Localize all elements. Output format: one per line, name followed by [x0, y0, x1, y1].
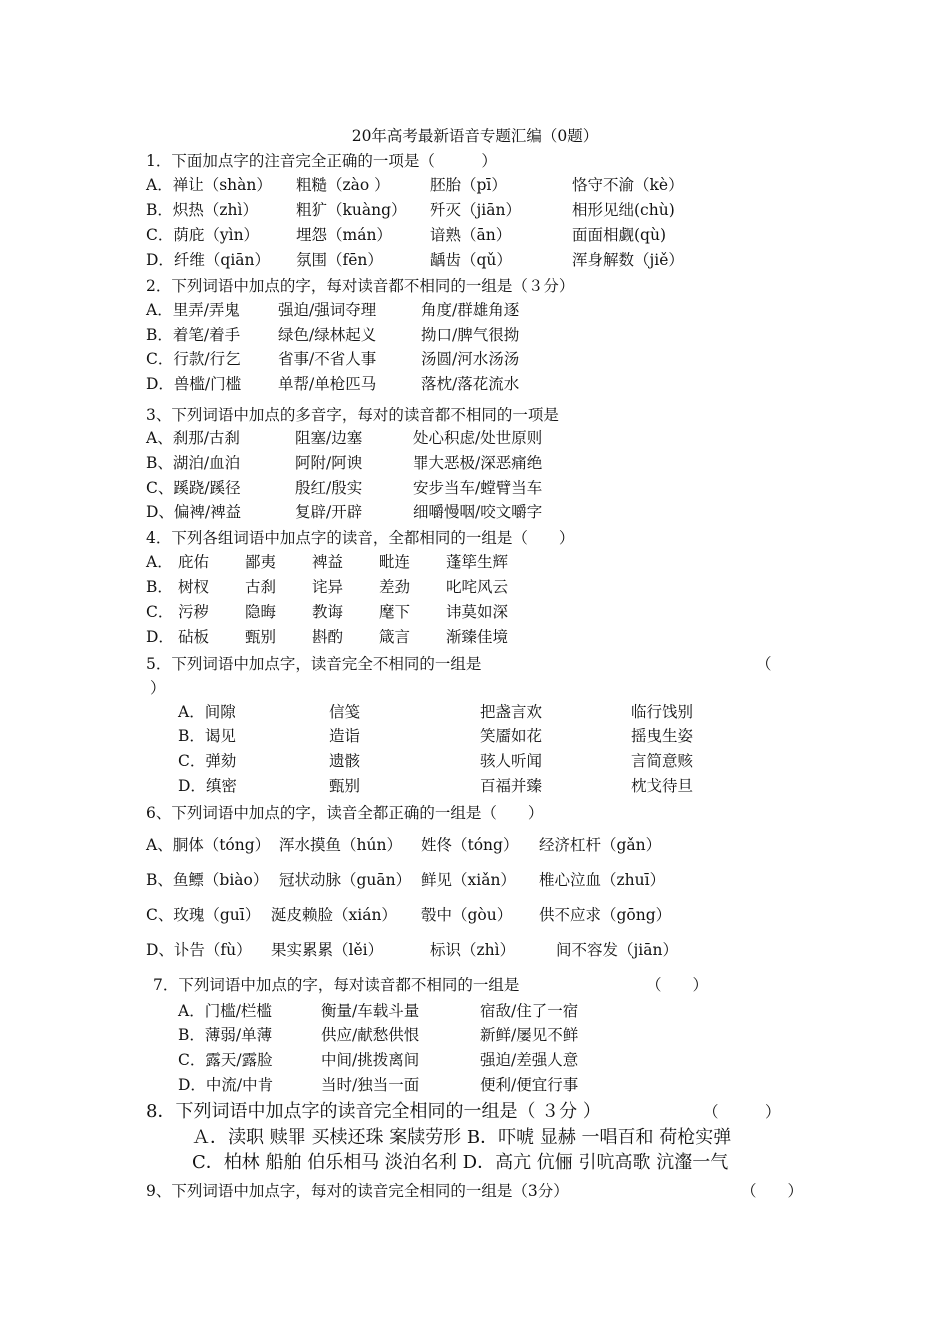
option-text: 粗糙（zào ） [296, 176, 390, 194]
option-text: 果实累累（lěi） [271, 941, 384, 959]
option-text: 叱咤风云 [446, 578, 509, 596]
option-text: 安步当车/螳臂当车 [413, 479, 543, 497]
option-letter: D． [146, 628, 174, 646]
option-text: 甄别 [329, 777, 361, 795]
question-stem: 6、下列词语中加点的字，读音全都正确的一组是（ ） [146, 804, 544, 822]
option-text: 标识（zhì） [430, 941, 516, 959]
option-text: 教诲 [312, 603, 344, 621]
option-text: 笑靥如花 [480, 727, 543, 745]
option-text: B．着笔/着手 [146, 326, 241, 344]
option-text: 鲜见（xiǎn） [421, 871, 516, 889]
option-text: 埋怨（mán） [296, 226, 392, 244]
option-text: 衡量/车载斗量 [321, 1002, 420, 1020]
page-title: 20年高考最新语音专题汇编（0题） [351, 127, 599, 145]
option-text: 言简意赅 [631, 752, 694, 770]
option-text: 谙熟（ān） [430, 226, 512, 244]
option-text: 讳莫如深 [446, 603, 509, 621]
option-text: A．禅让（shàn） [146, 176, 272, 194]
option-text: 粗犷（kuàng） [296, 201, 407, 219]
option-text: 涎皮赖脸（xián） [271, 906, 397, 924]
option-text: 枕戈待旦 [631, 777, 694, 795]
option-text: A．门槛/栏槛 [178, 1002, 272, 1020]
answer-paren: （ ） [646, 976, 709, 994]
option-text: 浑水摸鱼（hún） [279, 836, 402, 854]
option-text: 经济杠杆（gǎn） [539, 836, 662, 854]
option-text: D．中流/中肯 [178, 1076, 274, 1094]
question-stem: 4．下列各组词语中加点字的读音，全都相同的一组是（ ） [146, 529, 575, 547]
option-text: 箴言 [379, 628, 411, 646]
option-text: 砧板 [178, 628, 210, 646]
option-text: 角度/群雄角逐 [421, 301, 520, 319]
answer-paren: （ ） [741, 1182, 804, 1200]
option-text: D．兽槛/门槛 [146, 375, 242, 393]
option-text: 隐晦 [245, 603, 277, 621]
option-text: 诧异 [312, 578, 344, 596]
option-text: 斟酌 [312, 628, 344, 646]
option-letter: B． [146, 578, 173, 596]
answer-paren: （ ） [703, 1103, 781, 1121]
option-text: D、偏裨/裨益 [146, 503, 242, 521]
option-text: 甄别 [245, 628, 277, 646]
option-text: 间不容发（jiān） [556, 941, 678, 959]
option-text: 古刹 [245, 578, 277, 596]
option-text: B．谒见 [178, 727, 236, 745]
option-text: 阻塞/边塞 [295, 429, 363, 447]
option-text: C．荫庇（yìn） [146, 226, 260, 244]
question-stem: 2．下列词语中加点的字，每对读音都不相同的一组是（３分） [146, 277, 575, 295]
option-text: 百福并臻 [480, 777, 543, 795]
option-text: 落枕/落花流水 [421, 375, 520, 393]
option-text: 省事/不省人事 [278, 350, 377, 368]
question-stem: 5．下列词语中加点字，读音完全不相同的一组是 [146, 655, 482, 673]
option-text: 供应/献愁供恨 [321, 1026, 420, 1044]
option-text: 胚胎（pī） [430, 176, 507, 194]
question-stem: 7．下列词语中加点的字，每对读音都不相同的一组是 [153, 976, 520, 994]
option-text: 宿敌/住了一宿 [480, 1002, 579, 1020]
option-text: 当时/独当一面 [321, 1076, 420, 1094]
option-text: 渐臻佳境 [446, 628, 509, 646]
option-text: 便利/便宜行事 [480, 1076, 579, 1094]
option-text: 临行饯别 [631, 703, 694, 721]
option-line: C．柏林 船舶 伯乐相马 淡泊名利 D．高亢 伉俪 引吭高歌 沆瀣一气 [192, 1152, 729, 1173]
option-text: C、玫瑰（guī） [146, 906, 261, 924]
option-text: 庇佑 [178, 553, 210, 571]
option-text: 冠状动脉（guān） [279, 871, 412, 889]
option-text: 裨益 [312, 553, 344, 571]
option-text: 罪大恶极/深恶痛绝 [413, 454, 543, 472]
option-text: 遗骸 [329, 752, 361, 770]
option-text: 面面相觑(qù) [572, 226, 666, 244]
option-text: C．露天/露脸 [178, 1051, 273, 1069]
option-text: 骇人听闻 [480, 752, 543, 770]
option-line: Ａ．渎职 赎罪 买椟还珠 案牍劳形 B．吓唬 显赫 一唱百和 荷枪实弹 [192, 1127, 732, 1148]
question-stem: 1．下面加点字的注音完全正确的一项是（ ） [146, 152, 497, 170]
option-text: 麾下 [379, 603, 411, 621]
option-text: 细嚼慢咽/咬文嚼字 [413, 503, 543, 521]
option-text: 歼灭（jiān） [430, 201, 521, 219]
option-letter: C． [146, 603, 174, 621]
option-text: 浑身解数（jiě） [572, 251, 684, 269]
option-text: 差劲 [379, 578, 411, 596]
question-stem: 3、下列词语中加点的多音字，每对的读音都不相同的一项是 [146, 406, 559, 424]
option-text: 鄙夷 [245, 553, 277, 571]
option-text: 污秽 [178, 603, 210, 621]
option-text: A．里弄/弄鬼 [146, 301, 240, 319]
option-text: 摇曳生姿 [631, 727, 694, 745]
option-text: A．间隙 [178, 703, 236, 721]
option-text: 龋齿（qǔ） [430, 251, 512, 269]
option-text: 彀中（gòu） [421, 906, 513, 924]
option-text: 单帮/单枪匹马 [278, 375, 377, 393]
option-letter: A． [146, 553, 173, 571]
option-text: 强迫/差强人意 [480, 1051, 579, 1069]
option-text: 造诣 [329, 727, 361, 745]
option-text: 氛围（fēn） [296, 251, 383, 269]
option-text: C．行款/行乞 [146, 350, 241, 368]
option-text: A、胴体（tóng） [146, 836, 271, 854]
option-text: B．炽热（zhì） [146, 201, 258, 219]
option-text: 毗连 [379, 553, 411, 571]
answer-paren-open: （ [756, 655, 772, 673]
option-text: 相形见绌(chù) [572, 201, 675, 219]
option-text: B．薄弱/单薄 [178, 1026, 273, 1044]
option-text: 树杈 [178, 578, 210, 596]
question-stem: 8．下列词语中加点字的读音完全相同的一组是（ ３分 ） [146, 1101, 601, 1122]
option-text: D．缜密 [178, 777, 237, 795]
option-text: 姓佟（tóng） [421, 836, 519, 854]
option-text: 中间/挑拨离间 [321, 1051, 420, 1069]
option-text: 恪守不渝（kè） [572, 176, 684, 194]
option-text: 强迫/强词夺理 [278, 301, 377, 319]
option-text: 殷红/殷实 [295, 479, 363, 497]
option-text: C、蹊跷/蹊径 [146, 479, 241, 497]
option-text: 供不应求（gōng） [539, 906, 672, 924]
option-text: A、刹那/古刹 [146, 429, 240, 447]
option-text: D．纤维（qiān） [146, 251, 271, 269]
option-text: 蓬筚生辉 [446, 553, 509, 571]
option-text: D、讣告（fù） [146, 941, 252, 959]
option-text: B、鱼鳔（biào） [146, 871, 269, 889]
option-text: 绿色/绿林起义 [278, 326, 377, 344]
option-text: 新鲜/屡见不鲜 [480, 1026, 579, 1044]
option-text: 信笺 [329, 703, 361, 721]
answer-paren-close: ） [150, 679, 166, 697]
option-text: C．弹劾 [178, 752, 237, 770]
option-text: 拗口/脾气很拗 [421, 326, 520, 344]
option-text: 阿附/阿谀 [295, 454, 363, 472]
option-text: 椎心泣血（zhuī） [539, 871, 666, 889]
option-text: B、湖泊/血泊 [146, 454, 241, 472]
option-text: 把盏言欢 [480, 703, 543, 721]
option-text: 处心积虑/处世原则 [413, 429, 543, 447]
option-text: 汤圆/河水汤汤 [421, 350, 520, 368]
option-text: 复辟/开辟 [295, 503, 363, 521]
question-stem: 9、下列词语中加点字，每对的读音完全相同的一组是（3分） [146, 1182, 569, 1200]
